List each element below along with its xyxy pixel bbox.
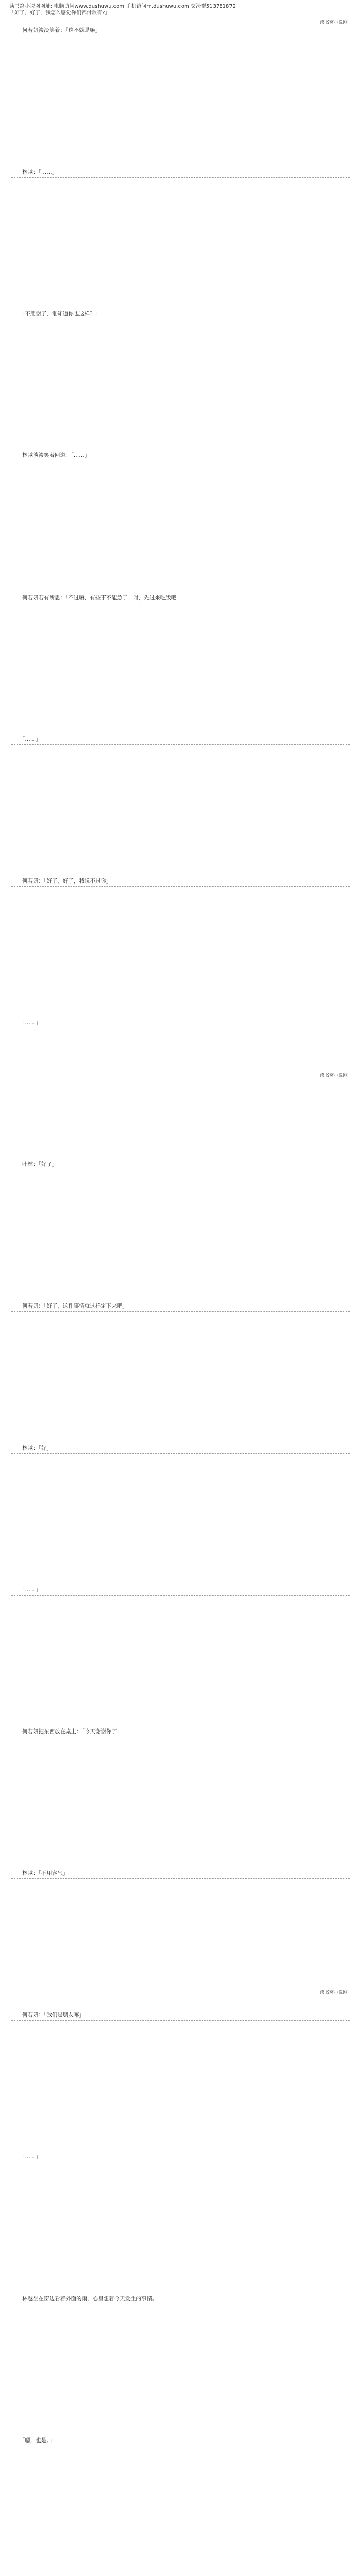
- watermark-note: 读书窝小说网: [319, 1990, 348, 1995]
- paragraph: 林越：「不用客气」: [11, 1870, 69, 1876]
- paragraph: 林越：「好」: [11, 1445, 52, 1451]
- paragraph: 「……」: [11, 736, 41, 742]
- paragraph: 何若妍若有所思：「不过嘛，有些事不能急于一时，先过来吃饭吧」: [11, 595, 182, 601]
- paragraph: 何若妍淡淡笑着：「这不就是嘛」: [11, 27, 101, 33]
- dashed-divider: [11, 886, 350, 887]
- paragraph: 「嗯，也是。」: [11, 2437, 55, 2444]
- paragraph: 何若妍：「好了，好了，我说不过你」: [11, 878, 112, 884]
- dashed-divider: [11, 1878, 350, 1879]
- dashed-divider: [11, 1311, 350, 1312]
- dashed-divider: [11, 1595, 350, 1596]
- paragraph: 何若妍把东西放在桌上：「今天谢谢你了」: [11, 1728, 123, 1735]
- paragraph: 「……」: [11, 1020, 41, 1026]
- paragraph: 林越淡淡笑着回道：「……」: [11, 452, 90, 459]
- dashed-divider: [11, 744, 350, 745]
- watermark-note: 读书窝小说网: [319, 20, 348, 25]
- paragraph: 「……」: [11, 2154, 41, 2160]
- dashed-divider: [11, 2020, 350, 2021]
- dashed-divider: [11, 1453, 350, 1454]
- page-header: [9, 3, 352, 16]
- paragraph: 「不用谢了，谁知道你也这样？」: [11, 311, 101, 317]
- paragraph: 何若妍：「我们是朋友嘛」: [11, 2012, 85, 2018]
- dashed-divider: [11, 177, 350, 178]
- paragraph: 林越坐在窗边看着外面的雨，心里想着今天发生的事情。: [11, 2296, 158, 2302]
- paragraph: 叶林：「好了」: [11, 1161, 58, 1167]
- site-banner-text: 读书窝小说网网址: 电脑访问www.dushuwu.com 手机访问m.dushuwu.com 交流群513781872: [9, 4, 236, 9]
- paragraph: 何若妍：「好了，这件事情就这样定下来吧」: [11, 1303, 128, 1309]
- paragraph: 林越：「……」: [11, 169, 58, 175]
- paragraph: 「……」: [11, 1587, 41, 1593]
- watermark-note: 读书窝小说网: [319, 1073, 348, 1078]
- chapter-opening-line: 「好了，好了，我怎么感觉你们都付款有?」: [9, 10, 110, 16]
